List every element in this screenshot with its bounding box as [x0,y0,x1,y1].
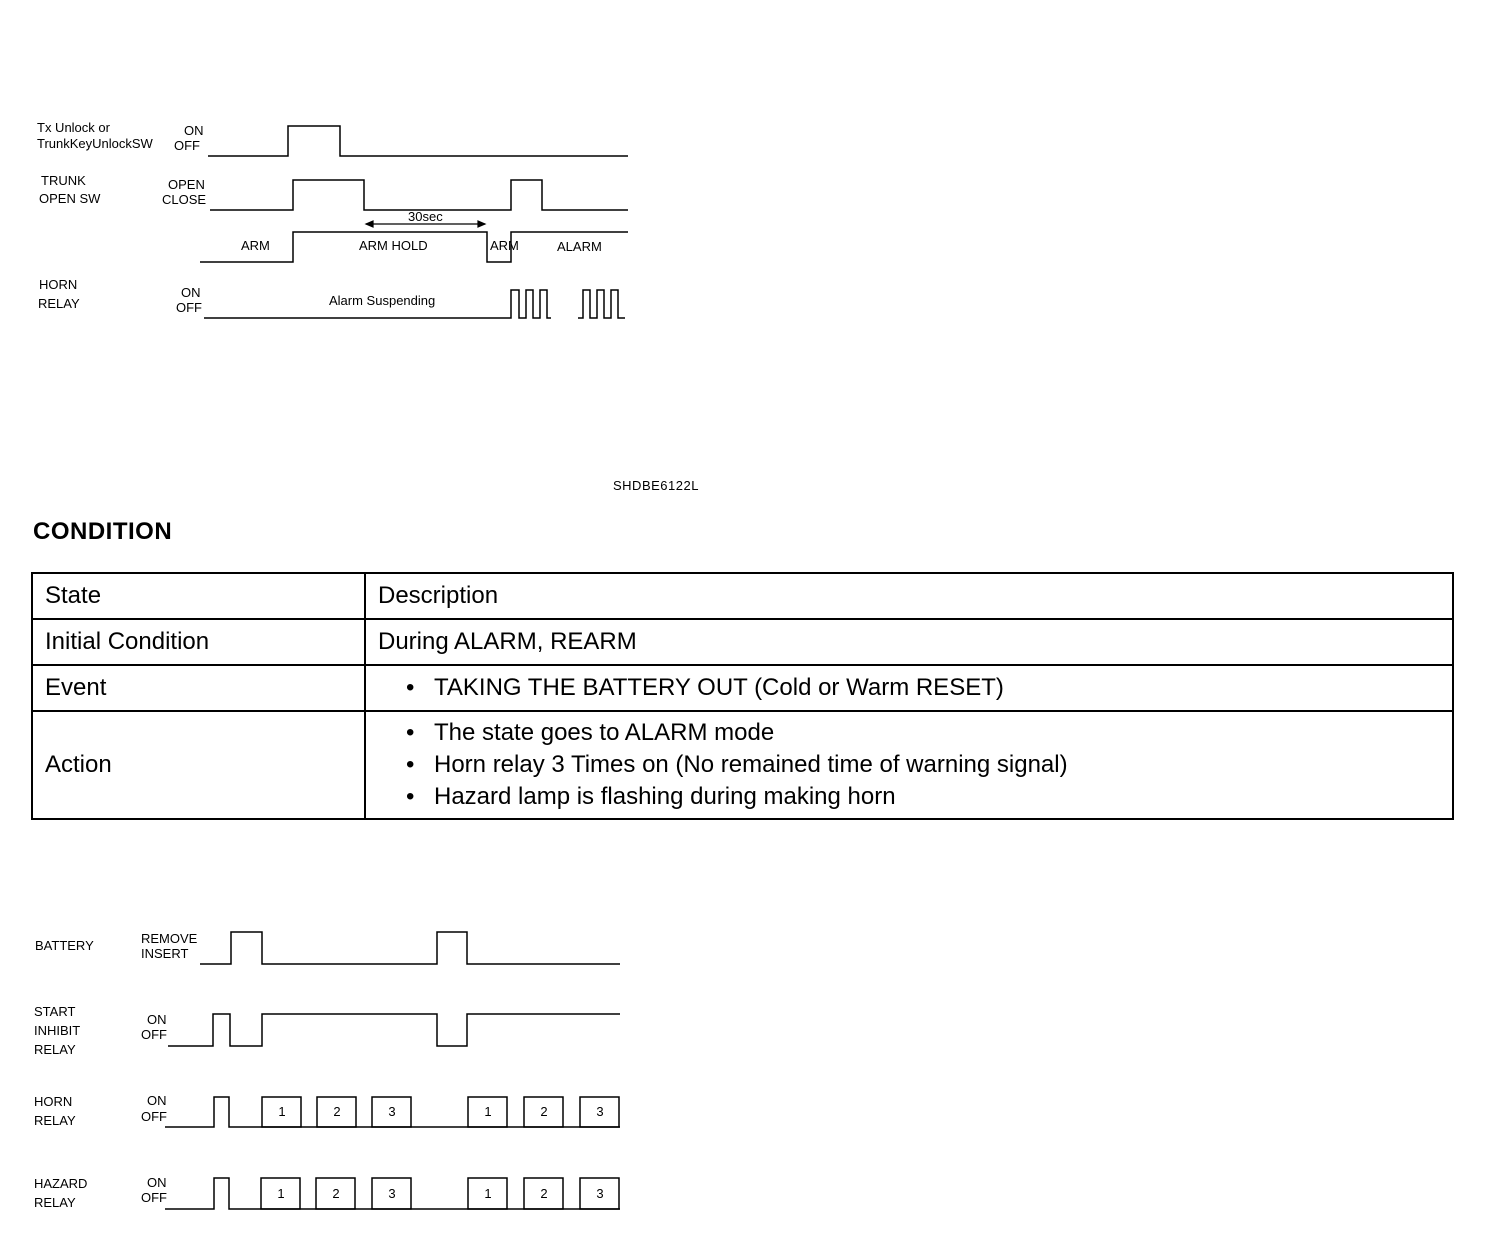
table-row [32,619,1453,665]
signal-name-horn-line2: RELAY [34,1113,76,1128]
signal-name-start-line1: START [34,1004,76,1019]
action-bullet: • Horn relay 3 Times on (No remained time of warning signal) [434,749,1440,781]
signal-name-start-line3: RELAY [34,1042,76,1057]
waveform-horn-relay-second-burst [578,290,625,318]
signal-state-off: OFF [141,1027,167,1042]
mode-label-arm: ARM [241,238,270,253]
signal-name-trunk-line2: OPEN SW [39,191,101,206]
hazard-pulse-number: 1 [484,1186,492,1201]
signal-name-tx-unlock-line1: Tx Unlock or [37,120,110,135]
signal-name-hazard-line2: RELAY [34,1195,76,1210]
hazard-pulse-number: 1 [277,1186,285,1201]
signal-state-on: ON [181,285,201,300]
timer-label: 30sec [408,209,443,224]
horn-pulse-number: 2 [333,1104,341,1119]
signal-name-horn-line2: RELAY [38,296,80,311]
event-bullet: • TAKING THE BATTERY OUT (Cold or Warm RESET) [434,672,1440,704]
condition-table [31,572,1454,820]
signal-state-insert: INSERT [141,946,189,961]
row-state-initial: Initial Condition [32,619,365,665]
mode-label-arm-2: ARM [490,238,519,253]
signal-state-off: OFF [176,300,202,315]
waveform-start-inhibit [168,1014,620,1046]
signal-state-off: OFF [141,1109,167,1124]
signal-name-tx-unlock-line2: TrunkKeyUnlockSW [37,136,153,151]
signal-name-horn-line1: HORN [34,1094,73,1109]
row-state-event: Event [32,665,365,711]
figure-code: SHDBE6122L [613,478,699,493]
row-description-action [365,711,1453,819]
signal-state-off: OFF [141,1190,167,1205]
header-state: State [32,573,365,619]
signal-state-on: ON [184,123,204,138]
header-description: Description [365,573,1453,619]
timing-diagram-battery-reset [0,900,700,1240]
hazard-pulse-number: 2 [540,1186,548,1201]
row-description-event [365,665,1453,711]
waveform-trunk-open-sw [210,180,628,210]
table-header-row [32,573,1453,619]
hazard-pulse-number: 3 [388,1186,396,1201]
horn-pulse-number: 3 [388,1104,396,1119]
alarm-suspending-label: Alarm Suspending [329,293,436,308]
signal-name-horn-line1: HORN [39,277,78,292]
row-description-initial: During ALARM, REARM [365,619,1453,665]
mode-label-arm-hold: ARM HOLD [359,238,428,253]
signal-state-remove: REMOVE [141,931,198,946]
horn-pulse-number: 1 [278,1104,286,1119]
condition-heading: CONDITION [33,518,173,545]
table-row [32,665,1453,711]
action-bullet: • The state goes to ALARM mode [434,717,1440,749]
signal-name-trunk-line1: TRUNK [41,173,86,188]
signal-state-close: CLOSE [162,192,207,207]
hazard-pulse-number: 2 [332,1186,340,1201]
action-bullet: • Hazard lamp is flashing during making horn [434,781,1440,813]
table-row [32,711,1453,819]
row-state-action: Action [32,711,365,819]
timing-diagram-trunk-open [0,0,700,340]
signal-state-open: OPEN [168,177,205,192]
horn-pulse-number: 2 [540,1104,548,1119]
waveform-tx-unlock [208,126,628,156]
signal-state-off: OFF [174,138,200,153]
signal-name-hazard-line1: HAZARD [34,1176,88,1191]
signal-state-on: ON [147,1093,167,1108]
signal-state-on: ON [147,1175,167,1190]
hazard-pulse-number: 3 [596,1186,604,1201]
signal-name-start-line2: INHIBIT [34,1023,81,1038]
signal-state-on: ON [147,1012,167,1027]
horn-pulse-number: 3 [596,1104,604,1119]
mode-label-alarm: ALARM [557,239,602,254]
waveform-battery [200,932,620,964]
horn-pulse-number: 1 [484,1104,492,1119]
signal-name-battery: BATTERY [35,938,94,953]
